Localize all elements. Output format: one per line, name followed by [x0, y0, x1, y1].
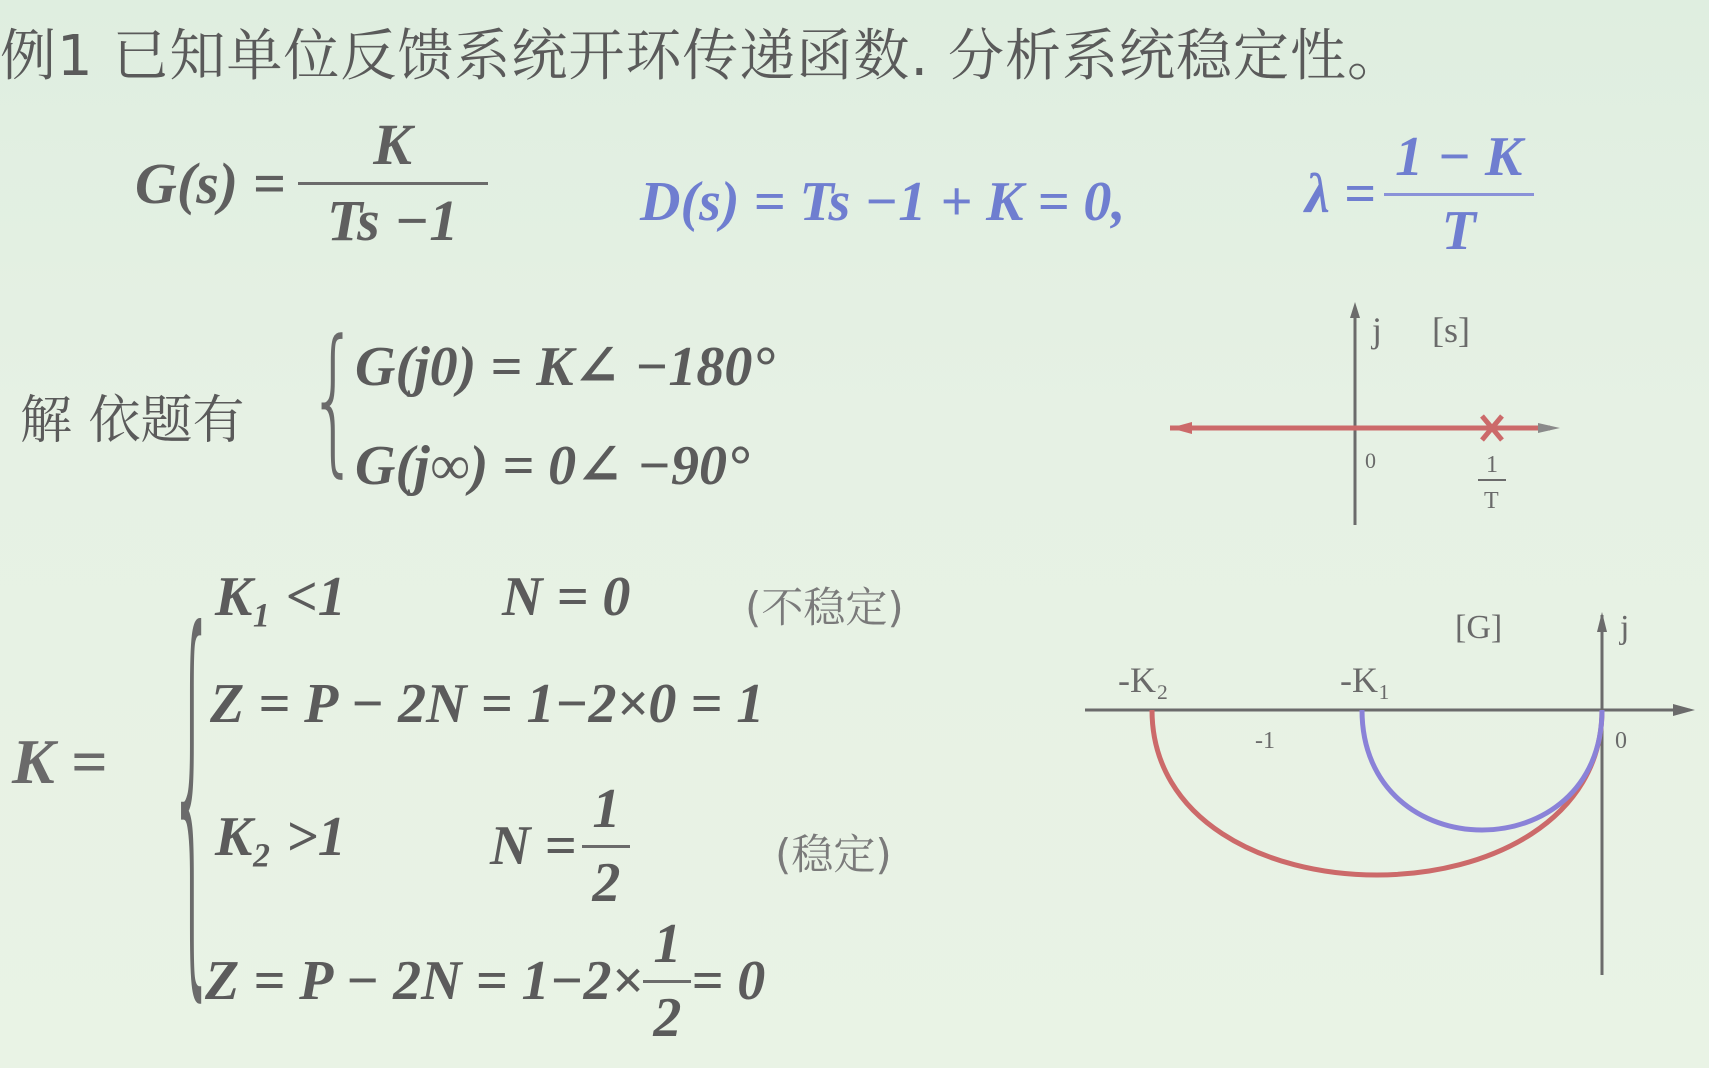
nyquist-real-arrow-icon: [1673, 704, 1695, 716]
nyquist-plane-label: [G]: [1455, 609, 1503, 646]
nyquist-imag-arrow-icon: [1597, 612, 1607, 632]
s-plane-right-arrow-icon: [1538, 423, 1560, 433]
nyquist-curve-k1: [1362, 710, 1602, 830]
case2-n-numerator: 1: [592, 778, 621, 840]
pole-denominator: T: [1484, 488, 1499, 514]
case2-n-lhs: N =: [490, 815, 577, 878]
s-plane-label: [s]: [1432, 310, 1470, 350]
nyquist-j-label: j: [1620, 609, 1630, 646]
case2-n-fraction: [582, 780, 630, 913]
case1-note: (不稳定): [745, 583, 904, 632]
case2-z: [205, 915, 765, 1048]
case2-z-denominator: 2: [653, 986, 682, 1049]
transfer-function-denominator: Ts −1: [326, 187, 459, 253]
solution-line-2: G(j∞) = 0∠ −90°: [355, 435, 750, 497]
case2-n: [490, 780, 630, 913]
pole-numerator: 1: [1486, 452, 1498, 478]
characteristic-equation: D(s) = Ts −1 + K = 0,: [640, 171, 1126, 233]
case2-z-rhs: = 0: [691, 950, 766, 1013]
s-plane-left-arrow-icon: [1170, 422, 1192, 434]
nyquist-curve-k2: [1152, 710, 1602, 875]
case1-n: N = 0: [502, 566, 631, 628]
closed-loop-pole-denominator: T: [1441, 199, 1476, 262]
k-cases-brace: {: [168, 548, 217, 1035]
nyquist-k1-label: -K₁: [1340, 660, 1391, 700]
case2-note: (稳定): [775, 830, 892, 879]
closed-loop-pole-lhs: λ =: [1305, 163, 1376, 226]
s-plane-diagram: [1150, 300, 1570, 530]
case2-z-fraction: [643, 915, 691, 1048]
k-label: K =: [12, 726, 108, 797]
case2-z-lhs: Z = P − 2N = 1−2×: [205, 950, 644, 1013]
closed-loop-pole: [1305, 128, 1534, 261]
case1-z: Z = P − 2N = 1−2×0 = 1: [210, 673, 765, 735]
transfer-function: [135, 112, 488, 253]
closed-loop-pole-fraction: [1384, 128, 1534, 261]
s-plane-imag-arrow-icon: [1350, 302, 1360, 318]
case2-n-denominator: 2: [592, 851, 621, 914]
closed-loop-pole-numerator: 1 − K: [1395, 126, 1523, 188]
transfer-function-numerator: K: [373, 112, 412, 177]
solution-brace: {: [308, 305, 359, 493]
case2-condition: K₂ >1: [215, 806, 346, 868]
slide-title: 例1 已知单位反馈系统开环传递函数. 分析系统稳定性。: [0, 24, 1405, 89]
transfer-function-lhs: G(s) =: [135, 150, 286, 216]
s-plane-origin-label: 0: [1365, 448, 1376, 473]
s-plane-j-label: j: [1372, 310, 1383, 350]
case1-condition: K₁ <1: [215, 566, 346, 628]
solution-line-1: G(j0) = K∠ −180°: [355, 336, 775, 398]
nyquist-origin-label: 0: [1615, 728, 1627, 754]
transfer-function-fraction: [298, 112, 488, 253]
solution-label: 解 依题有: [20, 391, 245, 451]
case2-z-numerator: 1: [653, 913, 682, 975]
nyquist-k2-label: -K₂: [1118, 660, 1169, 700]
nyquist-minus-one-label: -1: [1255, 728, 1275, 754]
nyquist-diagram: [1070, 600, 1700, 980]
